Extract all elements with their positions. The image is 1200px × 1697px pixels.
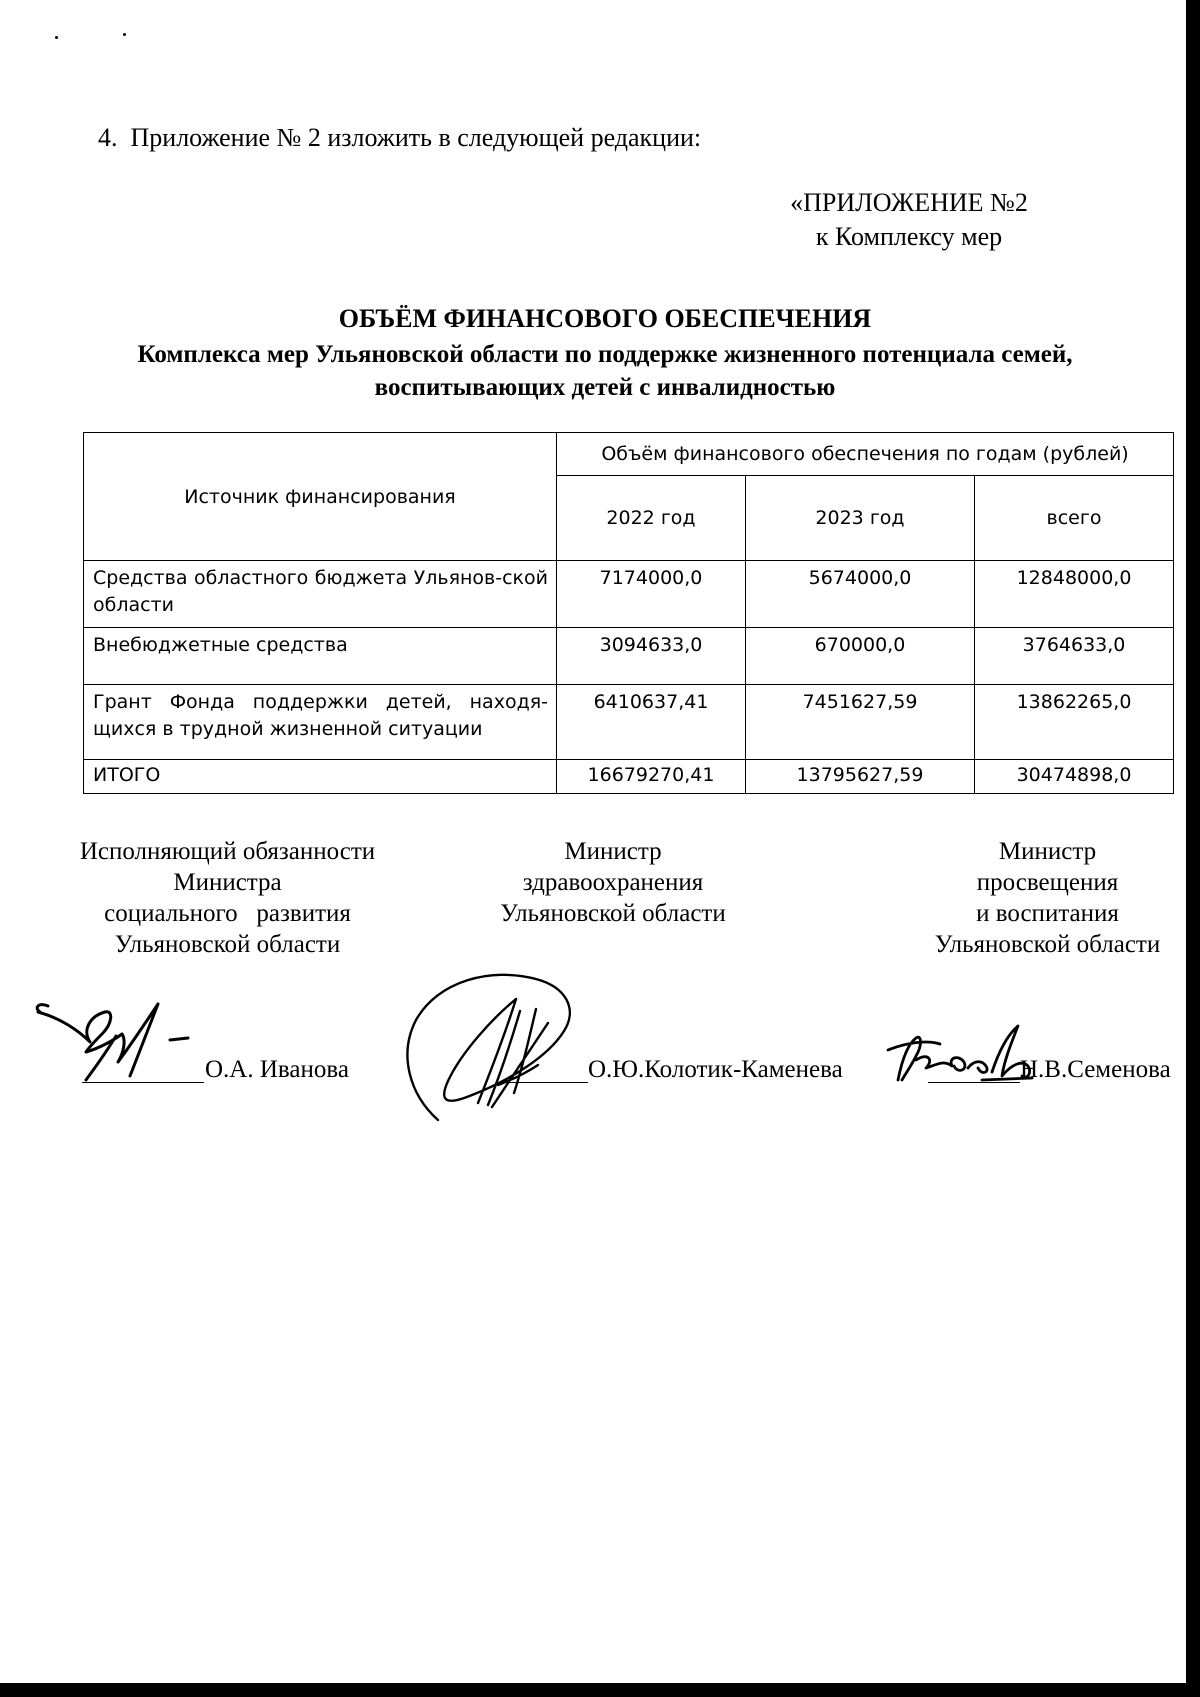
signature-semenova	[882, 1020, 1042, 1090]
appendix-label	[700, 186, 1118, 254]
signatory-name-2: О.Ю.Колотик-Каменева	[588, 1056, 843, 1083]
header-2023: 2023 год	[746, 476, 975, 561]
row-2022: 7174000,0	[557, 561, 746, 628]
subtitle-line-2: воспитывающих детей с инвалидностью	[374, 374, 836, 401]
row-source: Внебюджетные средства	[84, 628, 557, 685]
row-2022: 16679270,41	[557, 760, 746, 794]
subtitle-line-1: Комплекса мер Ульяновской области по поддержке жизненного потенциала семей,	[137, 341, 1073, 368]
signatory-position-2	[478, 836, 748, 929]
table-row	[84, 685, 1174, 760]
row-total: 30474898,0	[975, 760, 1174, 794]
signature-kolotik-kameneva	[398, 965, 598, 1130]
financing-table	[83, 432, 1174, 794]
row-source: Средства областного бюджета Ульянов-ской области	[84, 561, 557, 628]
document-title: ОБЪЁМ ФИНАНСОВОГО ОБЕСПЕЧЕНИЯ	[338, 304, 872, 333]
row-total: 12848000,0	[975, 561, 1174, 628]
row-total: 3764633,0	[975, 628, 1174, 685]
position-line: социального развития	[104, 900, 351, 927]
row-2023: 670000,0	[746, 628, 975, 685]
scan-border-bottom	[0, 1683, 1200, 1697]
position-line: Ульяновской области	[934, 931, 1161, 958]
row-2022: 3094633,0	[557, 628, 746, 685]
item-text: Приложение № 2 изложить в следующей редакции:	[130, 123, 702, 152]
header-volume-by-year: Объём финансового обеспечения по годам (рублей)	[557, 433, 1174, 476]
position-line: Ульяновской области	[114, 931, 341, 958]
position-line: Министра	[173, 869, 282, 896]
row-source: Грант Фонда поддержки детей, находя-щихся в трудной жизненной ситуации	[84, 685, 557, 760]
row-source: ИТОГО	[84, 760, 557, 794]
row-2023: 13795627,59	[746, 760, 975, 794]
header-2022: 2022 год	[557, 476, 746, 561]
position-line: Министр	[998, 838, 1097, 865]
signatory-name-1: О.А. Иванова	[205, 1056, 349, 1083]
header-source: Источник финансирования	[84, 433, 557, 561]
row-2022: 6410637,41	[557, 685, 746, 760]
row-2023: 7451627,59	[746, 685, 975, 760]
appendix-line-1: «ПРИЛОЖЕНИЕ №2	[790, 188, 1028, 217]
position-line: и воспитания	[976, 900, 1119, 927]
item-number: 4.	[98, 123, 118, 152]
position-line: Исполняющий обязанности	[79, 838, 376, 865]
row-total: 13862265,0	[975, 685, 1174, 760]
table-row	[84, 628, 1174, 685]
position-line: Министр	[564, 838, 662, 865]
scan-speck	[123, 33, 126, 36]
scan-border-right	[1186, 0, 1200, 1697]
amendment-item	[98, 123, 701, 153]
header-total: всего	[975, 476, 1174, 561]
table-row-total	[84, 760, 1174, 794]
scan-speck	[55, 36, 58, 39]
row-2023: 5674000,0	[746, 561, 975, 628]
signatory-name-3: Н.В.Семенова	[1020, 1056, 1171, 1083]
signature-ivanova	[30, 990, 200, 1085]
signatory-position-1	[50, 836, 405, 960]
position-line: просвещения	[976, 869, 1119, 896]
position-line: здравоохранения	[522, 869, 704, 896]
position-line: Ульяновской области	[500, 900, 726, 927]
document-subtitle	[60, 338, 1150, 404]
signatory-position-3	[915, 836, 1180, 960]
table-row	[84, 561, 1174, 628]
appendix-line-2: к Комплексу мер	[815, 222, 1003, 251]
